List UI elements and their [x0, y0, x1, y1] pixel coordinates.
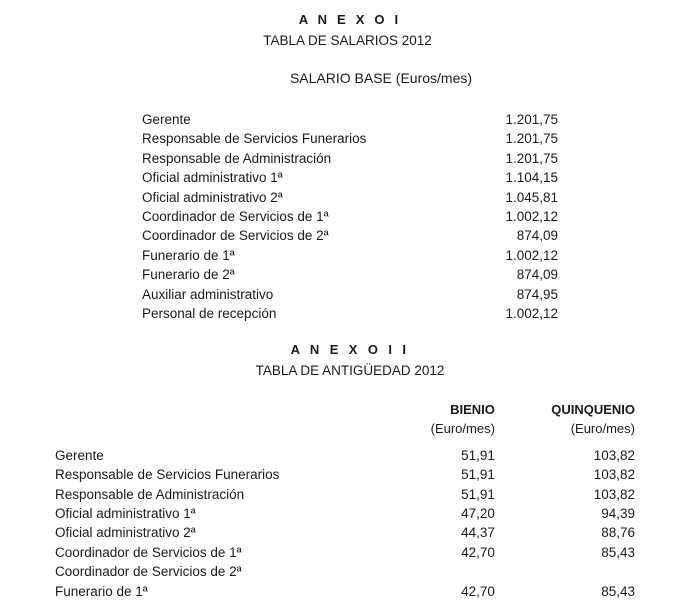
quinquenio-cell: 85,43 — [601, 544, 635, 560]
table-row — [55, 523, 635, 542]
column-unit-row — [55, 419, 635, 438]
salario-base-table — [142, 110, 558, 323]
quinquenio-unit: (Euro/mes) — [570, 421, 635, 437]
role-cell: Oficial administrativo 2ª — [142, 189, 283, 205]
table-row — [142, 188, 558, 207]
bienio-cell: 47,20 — [461, 506, 495, 522]
bienio-cell: 51,91 — [461, 486, 495, 502]
table-row — [142, 304, 558, 323]
bienio-unit: (Euro/mes) — [430, 421, 495, 437]
role-cell: Coordinador de Servicios de 1ª — [55, 544, 242, 560]
amount-cell: 1.002,12 — [505, 209, 558, 225]
quinquenio-cell: 85,43 — [601, 583, 635, 599]
spacer-cell — [495, 439, 635, 446]
amount-cell: 1.201,75 — [505, 131, 558, 147]
table-row — [142, 226, 558, 245]
antiguedad-table-head — [55, 400, 635, 446]
amount-cell: 1.104,15 — [505, 170, 558, 186]
amount-cell: 1.201,75 — [505, 150, 558, 166]
anexo-ii-subtitle: TABLA DE ANTIGÜEDAD 2012 — [255, 363, 445, 378]
amount-cell: 1.002,12 — [505, 247, 558, 263]
role-cell: Funerario de 2ª — [142, 267, 235, 283]
role-cell: Responsable de Administración — [142, 150, 332, 166]
anexo-ii-title: A N E X O I I — [290, 342, 410, 357]
anexo-i-title: A N E X O I — [298, 12, 402, 27]
column-header-row — [55, 400, 635, 419]
table-row — [55, 504, 635, 523]
role-cell: Coordinador de Servicios de 2ª — [142, 228, 329, 244]
amount-cell: 874,95 — [516, 286, 558, 302]
table-row — [55, 562, 635, 581]
header-spacer-row — [55, 439, 635, 446]
table-row — [142, 168, 558, 187]
bienio-cell — [394, 562, 494, 581]
table-row — [142, 110, 558, 129]
spacer-cell — [394, 439, 494, 446]
role-column-header — [55, 400, 394, 419]
role-cell: Responsable de Administración — [55, 486, 245, 502]
role-cell: Coordinador de Servicios de 1ª — [142, 209, 329, 225]
role-cell: Auxiliar administrativo — [142, 286, 274, 302]
role-cell: Coordinador de Servicios de 2ª — [55, 564, 242, 580]
quinquenio-cell: 103,82 — [593, 447, 635, 463]
bienio-cell: 42,70 — [461, 583, 495, 599]
amount-cell: 1.201,75 — [505, 112, 558, 127]
table-row — [142, 149, 558, 168]
quinquenio-column-header: QUINQUENIO — [551, 402, 635, 417]
role-cell: Gerente — [55, 447, 104, 463]
role-cell: Funerario de 1ª — [142, 247, 235, 263]
table-row — [142, 285, 558, 304]
amount-cell: 874,09 — [516, 267, 558, 283]
amount-cell: 874,09 — [516, 228, 558, 244]
role-cell: Gerente — [142, 112, 191, 127]
table-row — [142, 207, 558, 226]
salario-base-table-body — [142, 110, 558, 323]
role-cell: Responsable de Servicios Funerarios — [55, 467, 280, 483]
bienio-cell: 42,70 — [461, 544, 495, 560]
spacer-cell — [55, 439, 394, 446]
table-row — [55, 465, 635, 484]
quinquenio-cell: 103,82 — [593, 486, 635, 502]
table-row — [55, 446, 635, 465]
bienio-cell: 44,37 — [461, 525, 495, 541]
role-cell: Funerario de 1ª — [55, 583, 148, 599]
role-unit-cell — [55, 419, 394, 438]
antiguedad-table-body — [55, 446, 635, 601]
amount-cell: 1.045,81 — [505, 189, 558, 205]
quinquenio-cell: 88,76 — [601, 525, 635, 541]
amount-cell: 1.002,12 — [505, 306, 558, 322]
table-row — [142, 129, 558, 148]
table-row — [142, 265, 558, 284]
salario-base-caption: SALARIO BASE (Euros/mes) — [289, 70, 473, 86]
table-row — [142, 246, 558, 265]
role-cell: Oficial administrativo 1ª — [142, 170, 283, 186]
bienio-cell: 51,91 — [461, 447, 495, 463]
role-cell: Responsable de Servicios Funerarios — [142, 131, 367, 147]
quinquenio-cell: 94,39 — [601, 506, 635, 522]
table-row — [55, 543, 635, 562]
table-row — [55, 582, 635, 601]
role-cell: Personal de recepción — [142, 306, 277, 322]
anexo-i-subtitle: TABLA DE SALARIOS 2012 — [263, 33, 432, 48]
table-row — [55, 485, 635, 504]
quinquenio-cell — [495, 562, 635, 581]
antiguedad-table — [55, 400, 635, 601]
role-cell: Oficial administrativo 1ª — [55, 506, 196, 522]
quinquenio-cell: 103,82 — [593, 467, 635, 483]
role-cell: Oficial administrativo 2ª — [55, 525, 196, 541]
bienio-column-header: BIENIO — [450, 402, 495, 417]
bienio-cell: 51,91 — [461, 467, 495, 483]
